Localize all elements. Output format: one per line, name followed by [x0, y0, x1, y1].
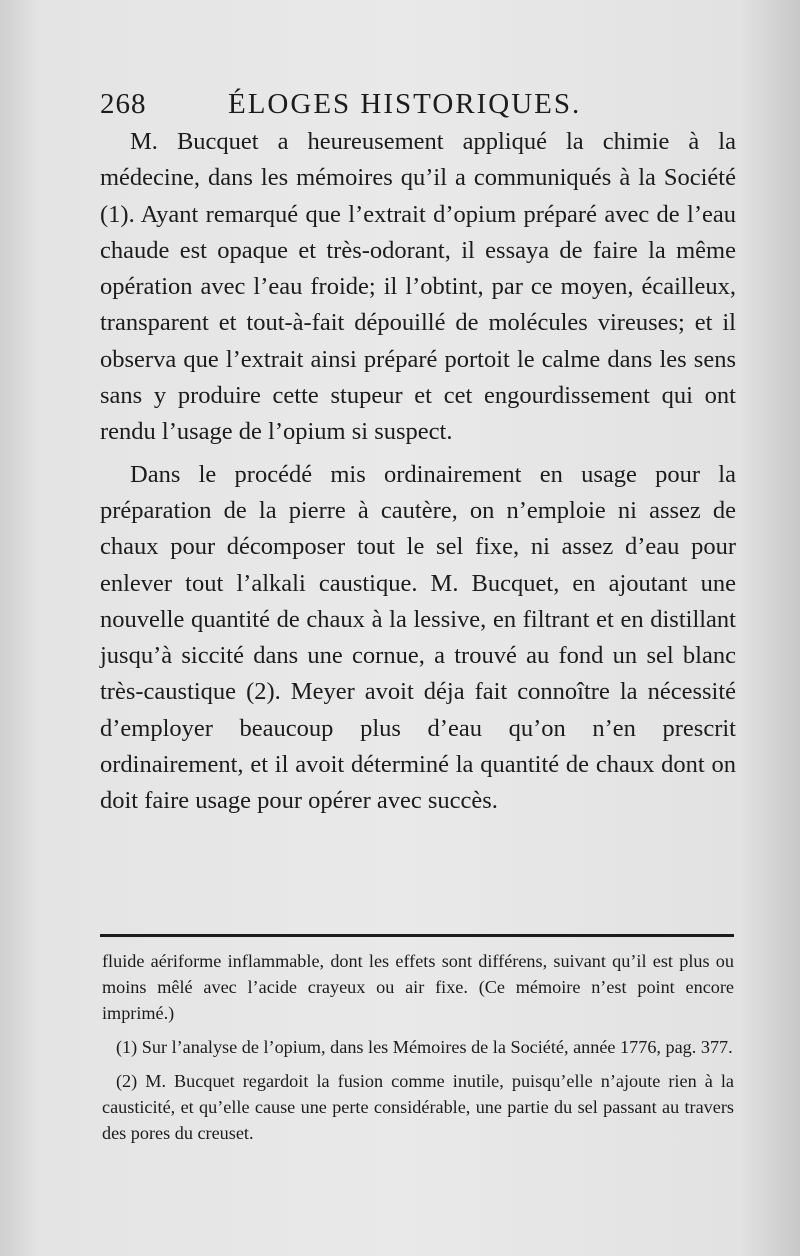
page-header	[100, 88, 620, 124]
footnote-divider	[100, 934, 734, 937]
paragraph: Dans le procédé mis ordinairement en usage pour la préparation de la pierre à cautère, on n’emploie ni assez de chaux pour décomposer tout le sel fixe, ni assez d’eau pour enlever tout l’alkali caustique. M. Bucquet, en ajoutant une nouvelle quantité de chaux à la lessive, en filtrant et en distillant jusqu’à siccité dans une cornue, a trouvé au fond un sel blanc très-caustique (2). Meyer avoit déja fait connoître la nécessité d’employer beaucoup plus d’eau qu’on n’en prescrit ordinairement, et il avoit déterminé la quantité de chaux dont on doit faire usage pour opérer avec succès.	[100, 460, 736, 815]
running-title: ÉLOGES HISTORIQUES.	[228, 88, 582, 120]
footnotes	[102, 948, 734, 1146]
main-text	[100, 124, 736, 820]
footnote-2: (2) M. Bucquet regardoit la fusion comme inutile, puisqu’elle n’ajoute rien à la causticité, et qu’elle cause une perte considérable, une partie du sel passant au travers des pores du creuset.	[102, 1071, 734, 1143]
paragraph: M. Bucquet a heureusement appliqué la chimie à la médecine, dans les mémoires qu’il a communiqués à la Société (1). Ayant remarqué que l’extrait d’opium préparé avec de l’eau chaude est opaque et très-odorant, il essaya de faire la même opération avec l’eau froide; il l’obtint, par ce moyen, écailleux, transparent et tout-à-fait dépouillé de molécules vireuses; et il observa que l’extrait ainsi préparé portoit le calme dans les sens sans y produire cette stupeur et cet engourdissement qui ont rendu l’usage de l’opium si suspect.	[100, 128, 736, 446]
footnote-1: (1) Sur l’analyse de l’opium, dans les Mémoires de la Société, année 1776, pag. 377.	[116, 1037, 733, 1057]
footnote-continuation: fluide aériforme inflammable, dont les effets sont différens, suivant qu’il est plus ou moins mêlé avec l’acide crayeux ou air fixe. (Ce mémoire n’est point encore imprimé.)	[102, 951, 734, 1023]
page-number: 268	[100, 88, 147, 120]
